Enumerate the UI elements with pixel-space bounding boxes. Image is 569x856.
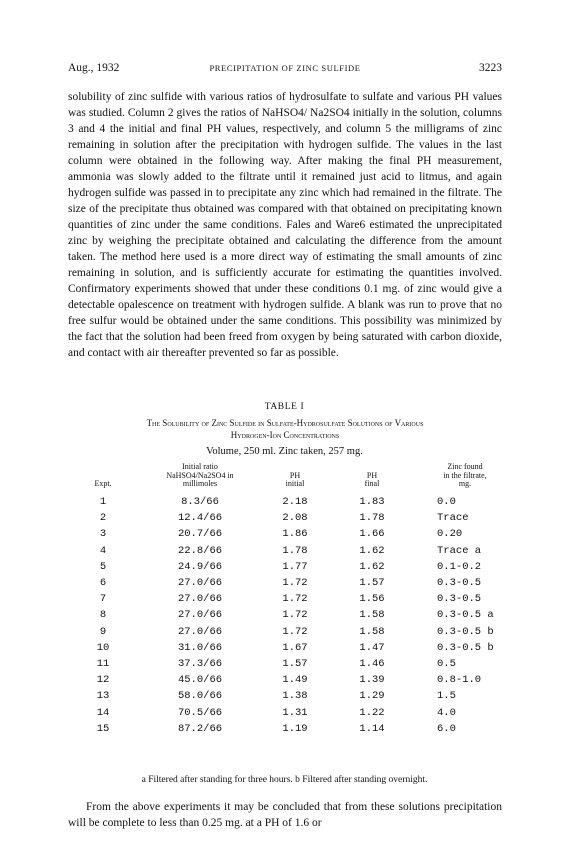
table-cell: 1.72 xyxy=(282,625,308,638)
table-cell: 13 xyxy=(96,690,110,703)
table-cell: 9 xyxy=(99,625,107,638)
table-cell: 0.0 xyxy=(437,496,456,508)
table-cell: 27.0/66 xyxy=(177,577,223,589)
table-row xyxy=(0,496,569,509)
table-cell: 1.58 xyxy=(359,625,385,638)
body-paragraph-text: solubility of zinc sulfide with various ratios of hydrosulfate to sulfate and various PH values was studied. Column 2 gives the ratios of NaHSO4/ Na2SO4 initially in the solution, columns 3 and 4 the initial and final PH values, respectively, and column 5 the milligrams of zinc remaining in solution after the precipitation with hydrogen sulfide. The values in the last column were obtained in the following way. After making the final PH measurement, ammonia was slowly added to the filtrate until it remained just acid to litmus, and again hydrogen sulfide was passed in to precipitate any zinc which had remained in the filtrate. The size of the precipitate thus obtained was compared with that obtained on precipitating known quantities of zinc under the same conditions. Fales and Ware6 estimated the unprecipitated zinc by weighing the precipitate obtained and calculating the difference from the amount taken. The method here used is a more direct way of estimating the small amounts of zinc remaining in solution, and is sufficiently accurate for estimating the quantities involved. Confirmatory experiments showed that under these conditions 0.1 mg. of zinc would give a detectable opalescence on treatment with hydrogen sulfide. A blank was run to prove that no free sulfur would be obtained under the same conditions. This possibility was minimized by the fact that the solution had been freed from oxygen by being saturated with carbon dioxide, and contact with air thereafter prevented so far as possible. xyxy=(68,91,502,359)
table-cell: 1.72 xyxy=(282,593,308,606)
table-cell: 4.0 xyxy=(437,706,456,719)
table-cell: 1.72 xyxy=(282,609,308,622)
table-cell: 1.31 xyxy=(282,706,308,719)
table-cell: 1.67 xyxy=(282,641,308,654)
table-cell: 27.0/66 xyxy=(177,609,223,622)
table-cell: 1.62 xyxy=(359,560,385,573)
table-row xyxy=(0,658,569,671)
table-cell: 22.8/66 xyxy=(177,544,223,557)
table-cell: 0.8-1.0 xyxy=(437,674,482,687)
table-row xyxy=(0,593,569,606)
table-cell: 4 xyxy=(99,544,107,557)
table-cell: 1.38 xyxy=(282,690,308,703)
table-cell: 1.78 xyxy=(282,544,308,557)
column-header-line: PH xyxy=(289,470,301,480)
table-cell: 11 xyxy=(96,658,110,670)
table-row xyxy=(0,561,569,574)
table-cell: 1.19 xyxy=(282,722,308,735)
table-cell: 6 xyxy=(99,577,107,589)
journal-date: Aug., 1932 xyxy=(68,62,120,74)
table-cell: 20.7/66 xyxy=(177,528,223,541)
table-cell: 12.4/66 xyxy=(177,512,223,525)
table-cell: 12 xyxy=(96,674,110,687)
column-header-line: initial xyxy=(285,479,305,488)
table-row xyxy=(0,642,569,655)
table-row xyxy=(0,577,569,590)
table-cell: 27.0/66 xyxy=(177,593,223,606)
table-cell: 1.57 xyxy=(359,577,385,589)
table-cell: 27.0/66 xyxy=(177,625,223,638)
table-cell: 3 xyxy=(99,528,107,541)
table-row xyxy=(0,674,569,687)
table-cell: 6.0 xyxy=(437,722,456,735)
running-title: PRECIPITATION OF ZINC SULFIDE xyxy=(209,63,361,73)
table-label: TABLE I xyxy=(264,402,305,412)
table-subtitle: Volume, 250 ml. Zinc taken, 257 mg. xyxy=(206,446,363,457)
column-header-line: millimoles xyxy=(182,479,218,488)
table-cell: 0.3-0.5 b xyxy=(437,641,494,654)
column-header-line: NaHSO4/Na2SO4 in xyxy=(166,470,234,480)
table-cell: 70.5/66 xyxy=(177,706,223,719)
table-footnote: a Filtered after standing for three hours. b Filtered after standing overnight. xyxy=(141,775,428,785)
closing-paragraph-text: From the above experiments it may be concluded that from these solutions precipitation will be complete to less than 0.25 mg. at a PH of 1.6 or xyxy=(68,801,502,829)
column-header xyxy=(78,463,128,489)
table-cell: 5 xyxy=(99,560,107,573)
table-cell: 24.9/66 xyxy=(177,560,223,573)
table-cell: 0.1-0.2 xyxy=(437,560,482,573)
table-cell: 87.2/66 xyxy=(177,722,223,735)
table-cell: 58.0/66 xyxy=(177,690,223,703)
column-header xyxy=(265,463,325,489)
table-cell: 1.5 xyxy=(437,690,456,703)
table-cell: 1.49 xyxy=(282,674,308,687)
table-row xyxy=(0,512,569,525)
column-header-line: PH xyxy=(366,470,378,480)
table-cell: 14 xyxy=(96,706,110,719)
table-cell: 0.3-0.5 xyxy=(437,577,482,589)
page-header xyxy=(68,62,502,76)
table-cell: 0.3-0.5 a xyxy=(437,609,494,622)
table-cell: 1.14 xyxy=(359,722,385,735)
table-cell: 1.58 xyxy=(359,609,385,622)
table-cell: 1.86 xyxy=(282,528,308,541)
table-cell: 0.20 xyxy=(437,528,463,541)
table-row xyxy=(0,707,569,720)
table-row xyxy=(0,690,569,703)
table-cell: 1.46 xyxy=(359,658,385,670)
table-cell: 2.18 xyxy=(282,496,308,508)
page-number: 3223 xyxy=(479,62,502,74)
table-cell: 31.0/66 xyxy=(177,641,223,654)
table-cell: 37.3/66 xyxy=(177,658,223,670)
column-header xyxy=(410,463,520,489)
table-cell: 1.83 xyxy=(359,496,385,508)
table-row xyxy=(0,723,569,736)
table-caption-line2: Hydrogen-Ion Concentrations xyxy=(230,430,340,440)
table-caption-line1: The Solubility of Zinc Sulfide in Sulfate-Hydrosulfate Solutions of Various xyxy=(146,418,424,428)
table-cell: 15 xyxy=(96,722,110,735)
table-cell: 2 xyxy=(99,512,107,525)
table-cell: 2.08 xyxy=(282,512,308,525)
table-cell: 1.77 xyxy=(282,560,308,573)
table-cell: 1.39 xyxy=(359,674,385,687)
table-cell: 1.29 xyxy=(359,690,385,703)
table-cell: 0.5 xyxy=(437,658,456,670)
column-header xyxy=(342,463,402,489)
table-cell: 7 xyxy=(99,593,107,606)
table-cell: 1.72 xyxy=(282,577,308,589)
column-header-line: Initial ratio xyxy=(182,462,218,471)
table-cell: 1 xyxy=(99,496,107,508)
table-row xyxy=(0,609,569,622)
table-cell: 1.66 xyxy=(359,528,385,541)
table-cell: 1.57 xyxy=(282,658,308,670)
closing-paragraph xyxy=(68,799,502,831)
table-cell: Trace a xyxy=(437,544,482,557)
table-cell: 0.3-0.5 xyxy=(437,593,482,606)
column-header-line: Expt. xyxy=(94,479,112,488)
table-cell: Trace xyxy=(437,512,469,525)
table-row xyxy=(0,626,569,639)
table-cell: 1.62 xyxy=(359,544,385,557)
table-cell: 1.22 xyxy=(359,706,385,719)
table-row xyxy=(0,545,569,558)
column-header-line: in the filtrate, xyxy=(443,470,487,480)
column-header-line: Zinc found xyxy=(447,462,483,471)
table-cell: 45.0/66 xyxy=(177,674,223,687)
body-paragraph xyxy=(68,89,502,361)
column-header-line: mg. xyxy=(458,479,472,488)
table-cell: 10 xyxy=(96,641,110,654)
table-cell: 0.3-0.5 b xyxy=(437,625,494,638)
table-cell: 8.3/66 xyxy=(181,496,219,508)
table-row xyxy=(0,528,569,541)
table-cell: 1.78 xyxy=(359,512,385,525)
table-cell: 1.56 xyxy=(359,593,385,606)
table-cell: 8 xyxy=(99,609,107,622)
column-header-line: final xyxy=(364,479,380,488)
column-header xyxy=(135,463,265,489)
table-cell: 1.47 xyxy=(359,641,385,654)
table-caption xyxy=(60,417,510,441)
